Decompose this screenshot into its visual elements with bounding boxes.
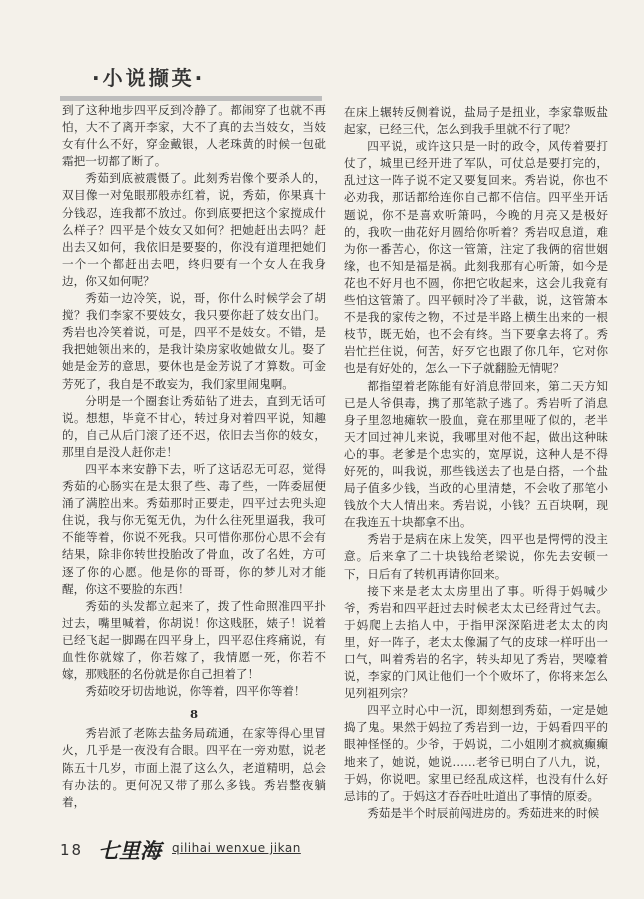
right-text-column — [344, 104, 608, 826]
paragraph: 秀茹咬牙切齿地说，你等着，四平你等着！ — [85, 684, 306, 699]
paragraph: 四平立时心中一沉，即刻想到秀茹，一定是她捣了鬼。果然于妈拉了秀岩到一边，于妈看四平的眼神怪怪的。少爷，于妈说，二小姐刚才疯疯癫癫地来了，她说，她说……老爷已明白了八九，说，于妈，你说吧。家里已经乱成这样，也没有什么好忌讳的了。于妈这才吞吞吐吐道出了事情的原委。 — [344, 703, 608, 803]
magazine-logo: 七里海 — [98, 838, 161, 863]
paragraph: 分明是一个圈套让秀茹钻了进去，直到无话可说。想想，毕竟不甘心，转过身对着四平说，知趣的，自己从后门滚了还不迟，依旧去当你的妓女，那里自是没人赶你走！ — [62, 393, 326, 459]
section-header: ·小说撷英· — [92, 66, 206, 90]
paragraph: 在床上辗转反侧着说，盐局子是扭业，李家靠贩盐起家，已经三代，怎么到我手里就不行了呢？ — [344, 105, 608, 137]
chapter-number: 8 — [189, 707, 199, 722]
page-number: 18 — [60, 841, 84, 859]
paragraph: 四平本来安静下去，听了这话忍无可忍，觉得秀茹的心肠实在是太狠了些、毒了些，一阵委屈便涌了满腔出来。秀茹那时正要走，四平过去兜头迎住说，我与你无冤无仇，为什么往死里逼我，我可不能等着，你说不死我。只可惜你那份心思不会有结果，除非你转世投胎改了骨血，改了名姓，方可逐了你的心愿。他是你的哥哥，你的梦儿对才能醒，你这不要脸的东西！ — [62, 461, 326, 596]
paragraph: 接下来是老太太房里出了事。听得于妈喊少爷，秀岩和四平赶过去时候老太太已经背过气去。于妈爬上去掐人中，于指甲深深陷进老太太的肉里，好一阵子，老太太像漏了气的皮球一样吁出一口气，叫着秀岩的名字，转头却见了秀岩，哭嚎着说，李家的门风让他们一个个败坏了，你将来怎么见列祖列宗？ — [344, 583, 608, 701]
paragraph: 秀岩派了老陈去盐务局疏通，在家等得心里冒火，几乎是一夜没有合眼。四平在一旁劝慰，说老陈五十几岁，市面上混了这么久，老道精明，总会有办法的。更何况又带了那么多钱。秀岩整夜躺着， — [62, 726, 326, 809]
paragraph: 秀茹的头发都立起来了，拨了性命照准四平扑过去，嘴里喊着，你胡说！你这贱胚，婊子！说着已经飞起一脚踢在四平身上，四平忍住疼痛说，有血性你就嫁了，你若嫁了，我情愿一死，你若不嫁，那贱胚的名份就是你自己担着了！ — [62, 598, 326, 682]
paragraph: 秀茹是半个时辰前闯进房的。秀茹进来的时候 — [367, 805, 600, 820]
magazine-subtitle: qilihai wenxue jikan — [172, 841, 301, 855]
left-text-column — [62, 102, 326, 830]
paragraph: 到了这种地步四平反到冷静了。都闹穿了也就不再怕，大不了离开李家，大不了真的去当妓女，当妓女有什么不好，穿金戴银，人老珠黄的时候一包砒霜把一切都了断了。 — [62, 103, 326, 169]
header-rule — [60, 96, 322, 101]
paragraph: 秀岩于是病在床上发笑，四平也是愕愕的没主意。后来拿了二十块钱给老梁说，你先去安顿一下，日后有了转机再请你回来。 — [344, 532, 608, 581]
paragraph: 秀茹一边冷笑，说，哥，你什么时候学会了胡搅？我们李家不要妓女，我只要你赶了妓女出门。秀岩也冷笑着说，可是，四平不是妓女。不错，是我把她领出来的，是我计染房家收她做女儿。娶了她是金芳的意思，要休也是金芳说了才算数。可金芳死了，我自是不敢妄为，我们家里闹鬼啊。 — [62, 291, 326, 391]
paragraph: 四平说，或许这只是一时的政令，风传着要打仗了，城里已经开进了军队，可仗总是要打完的，乱过这一阵子说不定又要复回来。秀岩说，你也不必劝我，那话都给连你自己都不信信。四平坐开话题说，你不是喜欢听箫吗，今晚的月亮又是极好的，我吹一曲花好月圆给你听着？秀岩叹息道，难为你一番苦心，你这一管箫，注定了我俩的宿世姻缘，也不知是福是祸。此刻我那有心听箫，如今是花也不好月也不圆，你把它收起来，这会儿我竟有些怕这管箫了。四平顿时冷了半截，说，这管箫本不是我的家传之物，不过是半路上横生出来的一根枝节，既无始，也不会有终。当下要拿去将了。秀岩忙拦住说，何苦，好歹它也跟了你几年，它对你也是有好处的，怎么一下子就翻脸无情呢？ — [344, 139, 608, 376]
paragraph: 都指望着老陈能有好消息带回来，第二天方知已是人爷俱毒，携了那笔款子逃了。秀岩听了消息身子里忽地瘫软一股血，竟在那里哑了似的，老半天才回过神儿来说，我哪里对他不起，做出这种昧心的事。老爹是个忠实的，宽厚说，这种人是不得好死的，叫我说，那些钱送去了也是白搭，一个盐局子值多少钱，当政的心里清楚，不会收了那笔小钱放个大人情出来。秀岩说，小钱？五百块啊，现在我连五十块都拿不出。 — [344, 378, 608, 530]
paragraph: 秀茹到底被震慑了。此刻秀岩像个要杀人的，双目像一对兔眼那般赤红着，说，秀茹，你果真十分钱忍，连我都不放过。你到底要把这个家搅成什么样子？四平是个妓女又如何？把她赶出去吗？赶出去又如何，我依旧是要娶的，你没有道理把她们一个一个都赶出去吧，终归要有一个女人在我身边，你又如何呢？ — [62, 171, 326, 288]
